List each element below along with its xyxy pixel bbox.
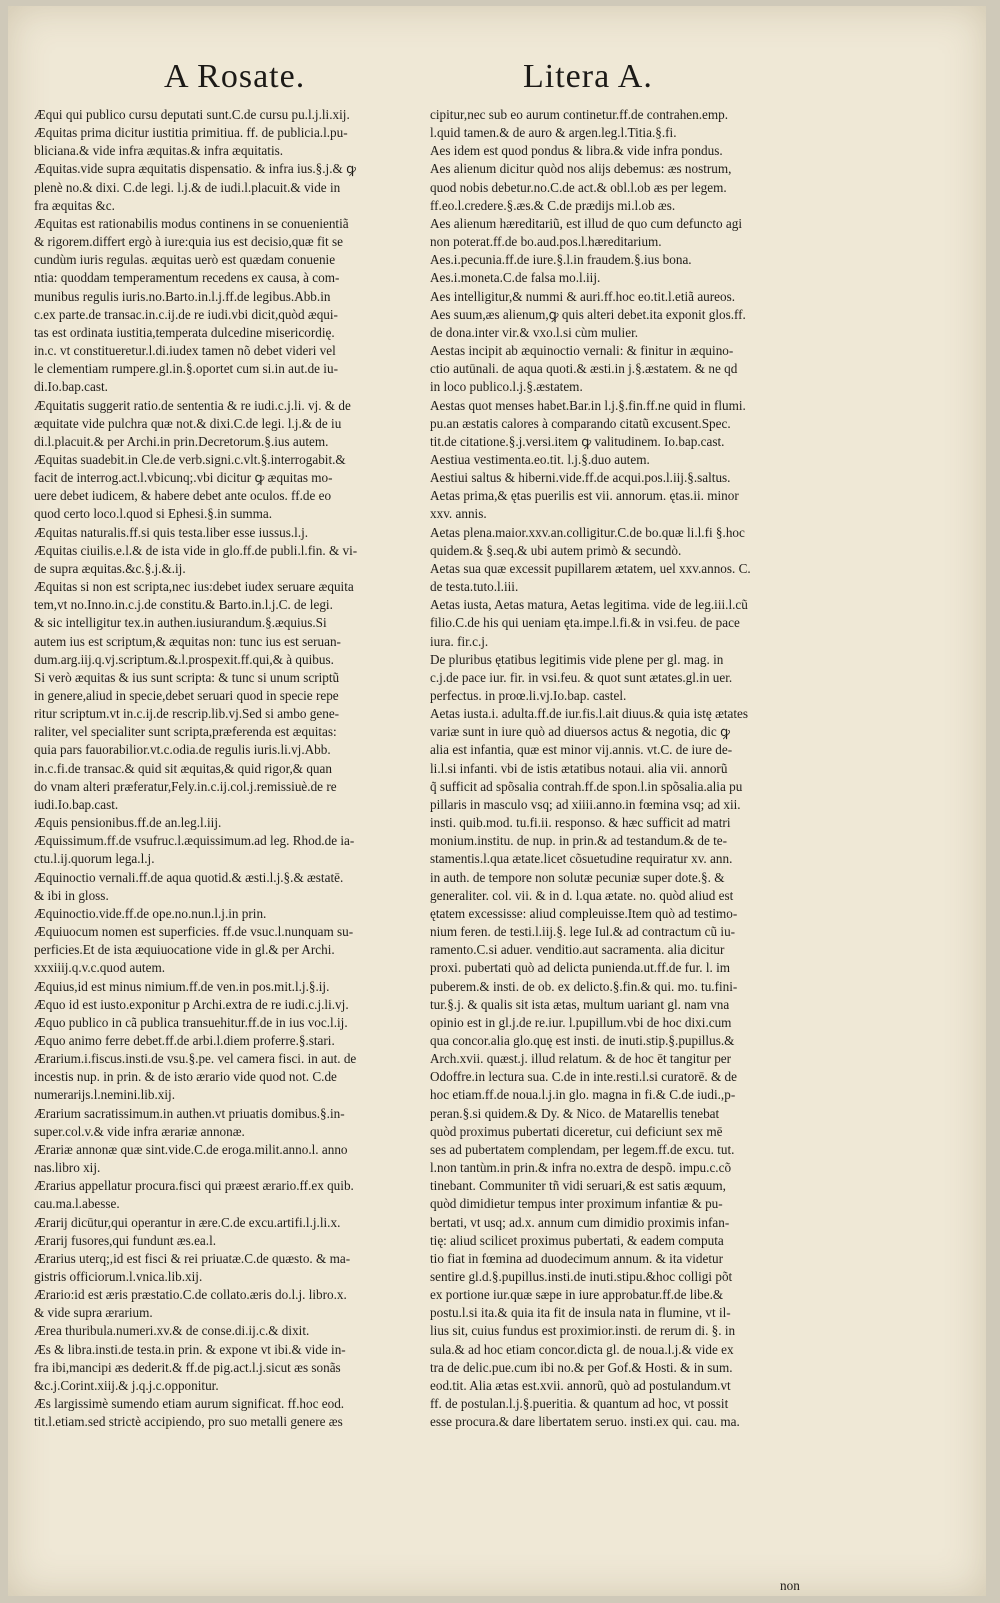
text-line: xxxiiij.q.v.c.quod autem. (34, 960, 165, 976)
text-line: c.ex parte.de transac.in.c.ij.de re iudi.vbi dicit,quòd æqui- (34, 306, 338, 322)
text-line: Æs largissimè sumendo etiam aurum significat. ff.hoc eod. (34, 1396, 345, 1412)
text-line: Æquitas si non est scripta,nec ius:debet iudex seruare æquita (34, 579, 354, 595)
text-line: ntia: quoddam temperamentum recedens ex causa, à com- (34, 270, 340, 286)
text-line: le clementiam rumpere.gl.in.§.oportet cum si.in aut.de iu- (34, 361, 338, 377)
running-head-left: A Rosate. (164, 58, 306, 95)
text-line: Æqui qui publico cursu deputati sunt.C.de cursu pu.l.j.li.xij. (34, 107, 350, 122)
text-line: & ibi in gloss. (34, 887, 109, 903)
text-line: Aes alienum dicitur quòd nos alijs debemus: æs nostrum, (430, 161, 732, 177)
text-line: uere debet iudicem, & habere debet ante oculos. ff.de eo (34, 488, 332, 504)
text-line: fra æquitas &c. (34, 197, 115, 213)
text-line: ctio autūnali. de aqua quoti.& æsti.in j.§.æstatem. & ne qd (430, 361, 738, 377)
text-line: do vnam alteri præferatur,Fely.in.c.ij.col.j.remissiuè.de re (34, 778, 337, 794)
text-line: tur.§.j. & qualis sit ista ætas, multum uariant gl. nam vna (430, 996, 730, 1012)
text-line: nas.libro xij. (34, 1160, 101, 1176)
text-line: ctu.l.ij.quorum lega.l.j. (34, 851, 155, 867)
text-line: variæ sunt in iure quò ad diuersos actus & negotia, dic ꝙ (430, 724, 730, 740)
text-line: quòd dimidietur tempus inter proximum infantiæ & pu- (430, 1196, 723, 1212)
text-line: Æquitas naturalis.ff.si quis testa.liber esse iussus.l.j. (34, 524, 309, 540)
text-line: puberem.& insti. de ob. ex delicto.§.fin.& qui. mo. tu.fini- (430, 978, 738, 994)
text-line: De pluribus ętatibus legitimis vide plene per gl. mag. in (430, 651, 724, 667)
text-line: esse procura.& dare libertatem seruo. insti.ex qui. cau. ma. (430, 1414, 740, 1430)
text-line: proxi. pubertati quò ad delicta punienda.ut.ff.de fur. l. im (430, 960, 731, 976)
text-line: Æquius,id est minus nimium.ff.de ven.in pos.mit.l.j.§.ij. (34, 978, 330, 994)
text-line: quod certo loco.l.quod si Ephesi.§.in summa. (34, 506, 273, 522)
text-line: in genere,aliud in specie,debet seruari quod in specie repe (34, 688, 339, 703)
text-line: ex portione iur.quæ sæpe in iure approbatur.ff.de libe.& (430, 1287, 724, 1303)
text-line: incestis nup. in prin. & de isto ærario vide quod not. C.de (34, 1069, 337, 1085)
text-line: tas est ordinata iustitia,temperata dulcedine misericordię. (34, 324, 335, 340)
text-line: li.l.si infanti. vbi de istis ætatibus notaui. alia vii. annorũ (430, 760, 728, 776)
text-line: raliter, vel specialiter sunt scripta,præferenda est æquitas: (34, 724, 337, 740)
text-line: tię: aliud scilicet proximus pubertati, & eadem computa (430, 1232, 724, 1248)
text-line: in.c.fi.de transac.& quid sit æquitas,& quid rigor,& quan (34, 760, 332, 776)
text-line: Æquo publico in cã publica transuehitur.ff.de in ius voc.l.ij. (34, 1014, 348, 1030)
text-line: Æquitas ciuilis.e.l.& de ista vide in glo.ff.de publi.l.fin. & vi- (34, 542, 358, 558)
text-line: pillaris in masculo vsq; ad xiiii.anno.in fœmina vsq; ad xii. (430, 796, 741, 812)
text-line: Aetas prima,& ętas puerilis est vii. annorum. ętas.ii. minor (430, 488, 739, 504)
text-line: quòd proximus pubertati diceretur, cui deficiunt sex mē (430, 1123, 723, 1139)
text-line: Aestiui saltus & hiberni.vide.ff.de acqui.pos.l.iij.§.saltus. (430, 470, 731, 486)
text-line: Aes.i.pecunia.ff.de iure.§.l.in fraudem.§.ius bona. (430, 252, 692, 268)
text-line: ses ad pubertatem complendam, per legem.ff.de excu. tut. (430, 1141, 735, 1157)
text-line: Arch.xvii. quæst.j. illud relatum. & de hoc ēt tangitur per (430, 1051, 732, 1067)
running-head-right: Litera A. (523, 58, 653, 95)
text-line: Aetas iusta.i. adulta.ff.de iur.fis.l.ait diuus.& quia istę ætates (430, 706, 749, 722)
document-page (8, 6, 986, 1596)
text-line: munibus regulis iuris.no.Barto.in.l.j.ff.de legibus.Abb.in (34, 288, 331, 304)
text-line: q̃ sufficit ad spõsalia contrah.ff.de spon.l.in spõsalia.alia pu (430, 778, 743, 794)
text-line: quod nobis debetur.no.C.de act.& obl.l.ob æs per legem. (430, 179, 727, 195)
text-line: & rigorem.differt ergò à iure:quia ius est decisio,quæ fit se (34, 234, 343, 250)
text-line: Ærario:id est æris præstatio.C.de collato.æris do.l.j. libro.x. (34, 1287, 347, 1303)
text-line: hoc etiam.ff.de noua.l.j.in glo. magna in fi.& C.de iudi.,p- (430, 1087, 736, 1103)
text-line: lius sit, cuius fundus est proximior.insti. de rerum di. §. in (430, 1323, 736, 1339)
text-line: Aestas incipit ab æquinoctio vernali: & finitur in æquino- (430, 343, 734, 359)
running-head (8, 58, 986, 104)
text-line: de dona.inter vir.& vxo.l.si cùm mulier. (430, 324, 639, 340)
text-line: in loco publico.l.j.§.æstatem. (430, 379, 583, 395)
text-line: Æquinoctio vernali.ff.de aqua quotid.& æsti.l.j.§.& æstatē. (34, 869, 344, 885)
text-line: di.l.placuit.& per Archi.in prin.Decretorum.§.ius autem. (34, 433, 329, 449)
text-line: ff. de postulan.l.j.§.pueritia. & quantum ad hoc, vt possit (430, 1396, 729, 1412)
text-line: Aetas plena.maior.xxv.an.colligitur.C.de bo.quæ li.l.fi §.hoc (430, 524, 745, 540)
text-line: tra de delic.pue.cum ibi no.& per Gof.& Hosti. & in sum. (430, 1359, 733, 1375)
text-line: eod.tit. Alia ætas est.xvii. annorũ, quò ad postulandum.vt (430, 1377, 731, 1393)
text-line: tit.l.etiam.sed strictè accipiendo, pro suo metalli genere æs (34, 1414, 343, 1430)
text-line: tio fiat in fœmina ad duodecimum annum. & ita videtur (430, 1250, 723, 1266)
left-column (34, 106, 422, 1431)
text-line: æquitate vide pulchra quæ not.& dixi.C.de legi. l.j.& de iu (34, 415, 342, 431)
text-line: fra ibi,mancipi æs dederit.& ff.de pig.act.l.j.sicut æs sonãs (34, 1359, 341, 1375)
text-line: di.Io.bap.cast. (34, 379, 108, 395)
text-line: Ærarium.i.fiscus.insti.de vsu.§.pe. vel camera fisci. in aut. de (34, 1051, 357, 1067)
text-line: in auth. de tempore non solutæ pecuniæ super dote.§. & (430, 869, 725, 885)
text-line: in.c. vt constitueretur.l.di.iudex tamen nõ debet videri vel (34, 343, 336, 359)
text-line: l.non tantùm.in prin.& infra no.extra de despõ. impu.c.cõ (430, 1160, 732, 1176)
text-line: autem ius est scriptum,& æquitas non: tunc ius est seruan- (34, 633, 341, 649)
text-line: & sic intelligitur tex.in authen.iusiurandum.§.æquius.Si (34, 615, 327, 631)
text-line: Æquitas est rationabilis modus continens in se conuenientiã (34, 215, 349, 231)
text-line: ff.eo.l.credere.§.æs.& C.de prædijs mi.l.ob æs. (430, 197, 676, 213)
text-line: super.col.v.& vide infra ærariæ annonæ. (34, 1123, 245, 1139)
text-line: de supra æquitas.&c.§.j.&.ij. (34, 560, 186, 576)
text-line: plenè no.& dixi. C.de legi. l.j.& de iudi.l.placuit.& vide in (34, 179, 341, 195)
text-line: bliciana.& vide infra æquitas.& infra æquitatis. (34, 143, 284, 159)
text-line: facit de interrog.act.l.vbicunq;.vbi dicitur ꝙ æquitas mo- (34, 470, 333, 486)
text-line: sentire gl.d.§.pupillus.insti.de inuti.stipu.&hoc colligi põt (430, 1269, 733, 1284)
text-line: Ærarij dicūtur,qui operantur in ære.C.de excu.artifi.l.j.li.x. (34, 1214, 341, 1230)
text-line: Ærariæ annonæ quæ sint.vide.C.de eroga.milit.anno.l. anno (34, 1141, 348, 1157)
text-line: ramento.C.si aduer. venditio.aut sacramenta. alia dicitur (430, 942, 725, 958)
text-line: alia est infantia, quæ est minor vij.annis. vt.C. de iure de- (430, 742, 733, 758)
text-line: Æs & libra.insti.de testa.in prin. & expone vt ibi.& vide in- (34, 1341, 346, 1357)
right-column (430, 106, 830, 1431)
text-line: Aestas quot menses habet.Bar.in l.j.§.fin.ff.ne quid in flumi. (430, 397, 746, 413)
text-line: Aetas iusta, Aetas matura, Aetas legitima. vide de leg.iii.l.cũ (430, 597, 748, 613)
text-line: tit.de citatione.§.j.versi.item ꝙ valitudinem. Io.bap.cast. (430, 433, 725, 449)
text-line: tem,vt no.Inno.in.c.j.de constitu.& Barto.in.l.j.C. de legi. (34, 597, 333, 613)
text-line: l.quid tamen.& de auro & argen.leg.l.Titia.§.fi. (430, 125, 677, 141)
text-line: filio.C.de his qui ueniam ętа.impe.l.fi.& in vsi.feu. de pace (430, 615, 740, 631)
text-line: &c.j.Corint.xiij.& j.q.j.c.opponitur. (34, 1377, 219, 1393)
text-line: postu.l.si ita.& quia ita fit de insula nata in flumine, vt il- (430, 1305, 731, 1321)
text-line: perficies.Et de ista æquiuocatione vide in gl.& per Archi. (34, 942, 335, 958)
text-line: ętatem excessisse: aliud compleuisse.Item quò ad testimo- (430, 905, 738, 921)
text-line: Æquo id est iusto.exponitur p Archi.extra de re iudi.c.j.li.vj. (34, 996, 349, 1012)
text-line: Æquo animo ferre debet.ff.de arbi.l.diem proferre.§.stari. (34, 1032, 335, 1048)
text-line: cundùm iuris regulas. æquitas uerò est quædam conuenie (34, 252, 336, 268)
text-line: Æquitas suadebit.in Cle.de verb.signi.c.vlt.§.interrogabit.& (34, 451, 346, 467)
text-line: xxv. annis. (430, 506, 487, 522)
text-line: Ærarius uterq;,id est fisci & rei priuatæ.C.de quæsto. & ma- (34, 1250, 351, 1266)
text-line: perfectus. in proœ.li.vj.Io.bap. castel. (430, 688, 627, 703)
text-line: Æquissimum.ff.de vsufruc.l.æquissimum.ad leg. Rhod.de ia- (34, 833, 355, 849)
text-line: bertati, vt usq; ad.x. annum cum dimidio proximis infan- (430, 1214, 730, 1230)
text-line: ritur scriptum.vt in.c.ij.de rescrip.lib.vj.Sed si ambo gene- (34, 706, 340, 722)
text-line: quia pars fauorabilior.vt.c.odia.de regulis iuris.li.vj.Abb. (34, 742, 331, 758)
text-line: insti. quib.mod. tu.fi.ii. responso. & hæc sufficit ad matri (430, 815, 731, 831)
text-line: gistris officiorum.l.vnica.lib.xij. (34, 1269, 203, 1284)
text-line: & vide supra ærarium. (34, 1305, 153, 1321)
text-line: Aes idem est quod pondus & libra.& vide infra pondus. (430, 143, 723, 159)
text-line: c.j.de pace iur. fir. in vsi.feu. & quot sunt ætates.gl.in uer. (430, 669, 733, 685)
text-line: Æquiuocum nomen est superficies. ff.de vsuc.l.nunquam su- (34, 924, 354, 940)
text-line: Aes intelligitur,& nummi & auri.ff.hoc eo.tit.l.etiã aureos. (430, 288, 736, 304)
text-line: monium.institu. de nup. in prin.& ad testandum.& de te- (430, 833, 728, 849)
text-line: peran.§.si quidem.& Dy. & Nico. de Matarellis tenebat (430, 1105, 720, 1121)
text-line: Aestiua vestimenta.eo.tit. l.j.§.duo autem. (430, 451, 650, 467)
text-line: Aes suum,æs alienum,ꝙ quis alteri debet.ita exponit glos.ff. (430, 306, 746, 322)
text-line: Ærea thuribula.numeri.xv.& de conse.di.ij.c.& dixit. (34, 1323, 310, 1339)
text-line: Odoffre.in lectura sua. C.de in inte.resti.l.si curatorē. & de (430, 1069, 738, 1085)
text-line: Aes alienum hæreditariũ, est illud de quo cum defuncto agi (430, 215, 743, 231)
text-line: Æquitas prima dicitur iustitia primitiua. ff. de publicia.l.pu- (34, 125, 348, 141)
text-line: stamentis.l.qua ætate.licet cõsuetudine requiratur xv. ann. (430, 851, 733, 867)
text-line: de testa.tuto.l.iii. (430, 579, 519, 595)
catchword: non (780, 1578, 800, 1593)
text-line: Ærarius appellatur procura.fisci qui præest ærario.ff.ex quib. (34, 1178, 354, 1194)
text-line: quidem.& §.seq.& ubi autem primò & secundò. (430, 542, 682, 558)
text-line: Ærarij fusores,qui fundunt æs.ea.l. (34, 1232, 217, 1248)
text-line: cau.ma.l.abesse. (34, 1196, 120, 1212)
text-line: Ærarium sacratissimum.in authen.vt priuatis domibus.§.in- (34, 1105, 345, 1121)
text-line: Æquinoctio.vide.ff.de ope.no.nun.l.j.in prin. (34, 905, 267, 921)
text-line: numerarijs.l.nemini.lib.xij. (34, 1087, 176, 1103)
text-line: Aetas sua quæ excessit pupillarem ætatem, uel xxv.annos. C. (430, 560, 751, 576)
text-line: pu.an æstatis calores à comparando citatũ excusent.Spec. (430, 415, 731, 431)
text-line: opinio est in gl.j.de re.iur. l.pupillum.vbi de hoc dixi.cum (430, 1014, 732, 1030)
text-line: sula.& ad hoc etiam concor.dicta gl. de noua.l.j.& vide ex (430, 1341, 734, 1357)
text-line: iudi.Io.bap.cast. (34, 796, 119, 812)
text-line: tinebant. Communiter tñ vidi seruari,& est satis æquum, (430, 1178, 726, 1194)
text-line: cipitur,nec sub eo aurum continetur.ff.de contrahen.emp. (430, 107, 729, 122)
text-line: dum.arg.iij.q.vj.scriptum.&.l.prospexit.ff.qui,& à quibus. (34, 651, 334, 667)
text-line: Si verò æquitas & ius sunt scripta: & tunc si unum scriptũ (34, 669, 340, 685)
text-line: Æquis pensionibus.ff.de an.leg.l.iij. (34, 815, 222, 831)
text-line: generaliter. col. vii. & in d. l.qua ætate. no. quòd aliud est (430, 887, 734, 903)
text-line: Æquitatis suggerit ratio.de sententia & re iudi.c.j.li. vj. & de (34, 397, 351, 413)
text-line: qua concor.alia glo.quę est insti. de inuti.stip.§.pupillus.& (430, 1032, 735, 1048)
text-line: non poterat.ff.de bo.aud.pos.l.hæreditarium. (430, 234, 662, 250)
text-line: iura. fir.c.j. (430, 633, 489, 649)
text-line: Aes.i.moneta.C.de falsa mo.l.iij. (430, 270, 601, 286)
text-line: Æquitas.vide supra æquitatis dispensatio. & infra ius.§.j.& ꝙ (34, 161, 356, 177)
text-line: nium feren. de testi.l.iij.§. lege Iul.& ad contractum cũ iu- (430, 924, 736, 940)
